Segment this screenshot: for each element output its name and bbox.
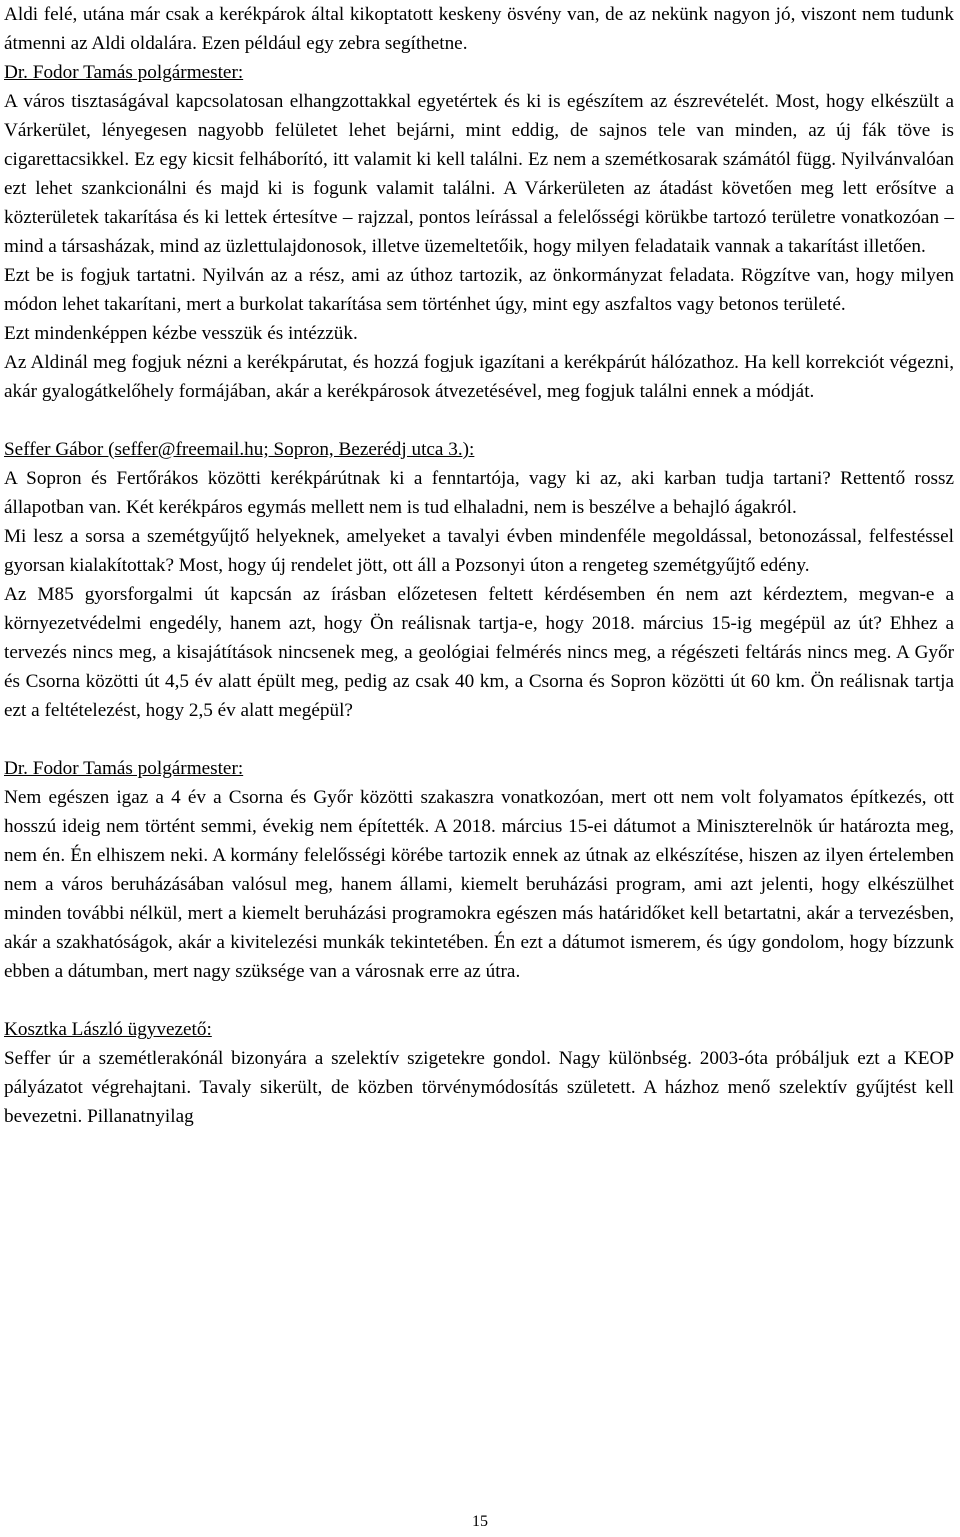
paragraph: Az M85 gyorsforgalmi út kapcsán az írásban előzetesen feltett kérdésemben én nem azt kérdeztem, megvan-e a környezetvédelmi engedély, hanem azt, hogy Ön reálisnak tartja-e, hogy 2018. március 15-ig megépül az út? Ehhez a tervezés nincs meg, a kisajátítások nincsenek meg, a geológiai felmérés nincs meg, a régészeti feltárás nincs meg. A Győr és Csorna közötti út 4,5 év alatt épült meg, pedig az csak 40 km, a Csorna és Sopron közötti út 60 km. Ön reálisnak tartja ezt a feltételezést, hogy 2,5 év alatt megépül?: [4, 584, 954, 721]
paragraph: Az Aldinál meg fogjuk nézni a kerékpárutat, és hozzá fogjuk igazítani a kerékpárút hálózathoz. Ha kell korrekciót végezni, akár gyalogátkelőhely formájában, akár a kerékpárosok átvezetésével, meg fogjuk találni ennek a módját.: [4, 352, 954, 402]
speaker-line: [4, 1015, 954, 1044]
paragraph: Nem egészen igaz a 4 év a Csorna és Győr közötti szakaszra vonatkozóan, mert ott nem volt folyamatos építkezés, ott hosszú ideig nem történt semmi, évekig nem építették. A 2018. március 15-ei dátumot a Miniszterelnök úr határozta meg, nem én. Én elhiszem neki. A kormány felelősségi körébe tartozik ennek az útnak az elkészítése, hiszen az ilyen értelemben nem a város beruházásában valósul meg, hanem állami, kiemelt beruházási program, ami azt jelenti, hogy elkészülhet minden további nélkül, mert a kiemelt beruházási programokra egészen más határidőket kell betartatni, akár a tervezésben, akár a szakhatóságok, akár a kivitelezési munkák tekintetében. Én ezt a dátumot ismerem, és úgy gondolom, hogy bízzunk ebben a dátumban, mert nagy szüksége van a városnak erre az útra.: [4, 787, 954, 982]
speaker-line: [4, 754, 954, 783]
paragraph: Ezt be is fogjuk tartatni. Nyilván az a rész, ami az úthoz tartozik, az önkormányzat feladata. Rögzítve van, hogy milyen módon lehet takarítani, mert a burkolat takarítása sem történhet úgy, mint egy aszfaltos vagy betonos területé.: [4, 265, 954, 315]
paragraph: Aldi felé, utána már csak a kerékpárok által kikoptatott keskeny ösvény van, de az nekünk nagyon jó, viszont nem tudunk átmenni az Aldi oldalára. Ezen például egy zebra segíthetne.: [4, 4, 954, 54]
paragraph-gap: [4, 406, 954, 435]
paragraph: Seffer úr a szemétlerakónál bizonyára a szelektív szigetekre gondol. Nagy különbség. 2003-óta próbáljuk ezt a KEOP pályázatot végrehajtani. Tavaly sikerült, de közben törvénymódosítás született. A házhoz menő szelektív gyűjtést kell bevezetni. Pillanatnyilag: [4, 1048, 954, 1127]
document-page: [4, 0, 954, 1131]
speaker-line: [4, 58, 954, 87]
paragraph: Mi lesz a sorsa a szemétgyűjtő helyeknek, amelyeket a tavalyi évben mindenféle megoldással, betonozással, felfestéssel gyorsan kialakítottak? Most, hogy új rendelet jött, ott áll a Pozsonyi úton a rengeteg szemétgyűjtő edény.: [4, 526, 954, 576]
paragraph: A Sopron és Fertőrákos közötti kerékpárútnak ki a fenntartója, vagy ki az, aki karban tudja tartani? Rettentő rossz állapotban van. Két kerékpáros egymás mellett nem is tud elhaladni, nem is beszélve a behajló ágakról.: [4, 468, 954, 518]
page-number: 15: [472, 1513, 488, 1530]
paragraph: Ezt mindenképpen kézbe vesszük és intézzük.: [4, 323, 358, 344]
paragraph-gap: [4, 986, 954, 1015]
speaker-label: Seffer Gábor (seffer@freemail.hu; Sopron, Bezerédj utca 3.):: [4, 439, 475, 460]
paragraph-gap: [4, 725, 954, 754]
paragraph: A város tisztaságával kapcsolatosan elhangzottakkal egyetértek és ki is egészítem az észrevételét. Most, hogy elkészült a Várkerület, lényegesen nagyobb felületet lehet bejárni, mint eddig, de sajnos tele van minden, az új fák töve is cigarettacsikkel. Ez egy kicsit felháborító, itt valamit ki kell találni. Ez nem a szemétkosarak számától függ. Nyilvánvalóan ezt lehet szankcionálni és majd ki is fogunk valamit találni. A Várkerületen az átadást követően meg lett erősítve a közterületek takarítása és ki lettek értesítve – rajzzal, pontos leírással a felelősségi körükbe tartozó területre vonatkozóan – mind a társasházak, mind az üzlettulajdonosok, illetve üzemeltetőik, hogy milyen feladataik vannak a takarítást illetően.: [4, 91, 954, 257]
speaker-line: [4, 435, 954, 464]
speaker-label: Kosztka László ügyvezető:: [4, 1019, 212, 1040]
speaker-label: Dr. Fodor Tamás polgármester:: [4, 62, 244, 83]
speaker-label: Dr. Fodor Tamás polgármester:: [4, 758, 244, 779]
